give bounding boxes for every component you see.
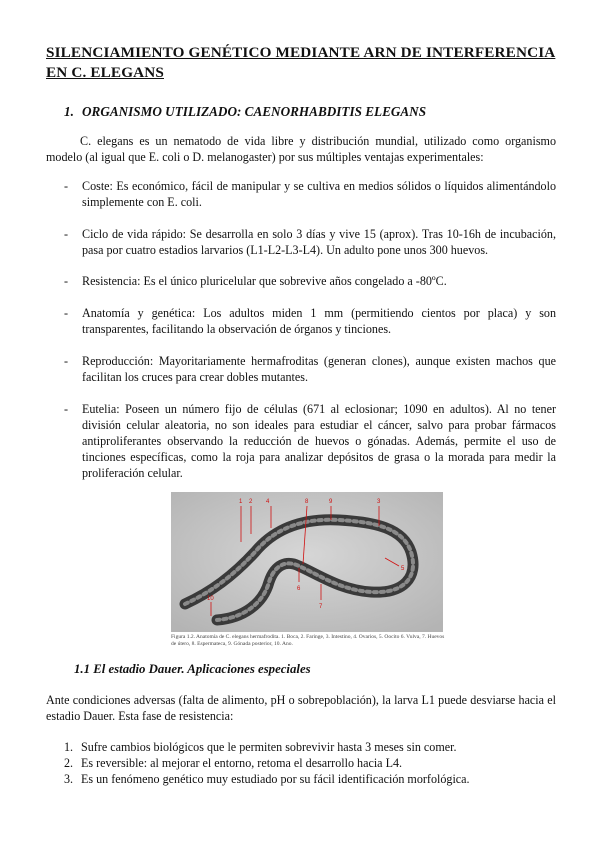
annotation-label: 5 <box>401 566 405 572</box>
bullet-text: Coste: Es económico, fácil de manipular y se cultiva en medios sólidos o líquidos alimentándolo simplemente con E. coli. <box>82 179 556 209</box>
bullet-text: Anatomía y genética: Los adultos miden 1 mm (permitiendo cientos por placa) y son transparentes, facilitando la observación de órganos y tinciones. <box>82 306 556 336</box>
bullet-dash: - <box>64 402 69 416</box>
item-number: 1. <box>64 740 74 754</box>
section-heading <box>64 104 426 120</box>
bullet-text: Ciclo de vida rápido: Se desarrolla en solo 3 días y vive 15 (aprox). Tras 10-16h de incubación, pasa por cuatro estadios larvarios (L1-L2-L3-L4). Un adulto pone unos 300 huevos. <box>82 227 556 257</box>
section-title: ORGANISMO UTILIZADO: CAENORHABDITIS ELEGANS <box>82 104 427 119</box>
annotation-label: 3 <box>377 499 381 505</box>
item-number: 2. <box>64 756 74 770</box>
bullet-text: Resistencia: Es el único pluricelular que sobrevive años congelado a -80ºC. <box>82 274 447 288</box>
figure-caption: Figura 1.2. Anatomía de C. elegans hermafrodita. 1. Boca, 2. Faringe, 3. Intestino, 4. Ovarios, 5. Oocito 6. Vulva, 7. Huevos de útero, 8. Espermateca, 9. Gónada posterior, 10. Ano. <box>171 634 445 647</box>
annotation-label: 2 <box>249 499 253 505</box>
c-elegans-micrograph <box>171 492 443 632</box>
bullet-dash: - <box>64 227 69 241</box>
annotation-label: 6 <box>297 586 301 592</box>
annotation-label: 4 <box>266 499 270 505</box>
document-title: SILENCIAMIENTO GENÉTICO MEDIANTE ARN DE INTERFERENCIA EN C. ELEGANS <box>46 44 556 81</box>
item-text: Sufre cambios biológicos que le permiten sobrevivir hasta 3 meses sin comer. <box>81 740 457 754</box>
worm-illustration <box>171 492 443 632</box>
item-number: 3. <box>64 772 74 786</box>
annotation-label: 1 <box>239 499 243 505</box>
item-text: Es reversible: al mejorar el entorno, retoma el desarrollo hacia L4. <box>81 756 403 770</box>
annotation-label: 8 <box>305 499 309 505</box>
bullet-text: Eutelia: Poseen un número fijo de células (671 al eclosionar; 1090 en adultos). Al no tener división celular aleatoria, no son ideales para estudiar el cáncer, salvo para probar fármacos antiproliferantes observando la reducción de huevos o gónadas. Además, permite el uso de tinciones específicas, como la roja para analizar depósitos de grasa o la morada para medir la proliferación celular. <box>82 402 556 480</box>
micrograph-background <box>171 492 443 632</box>
bullet-dash: - <box>64 354 69 368</box>
item-text: Es un fenómeno genético muy estudiado por su fácil identificación morfológica. <box>81 772 470 786</box>
dauer-paragraph: Ante condiciones adversas (falta de alimento, pH o sobrepoblación), la larva L1 puede desviarse hacia el estadio Dauer. Esta fase de resistencia: <box>46 693 556 723</box>
annotation-label: 9 <box>329 499 333 505</box>
bullet-dash: - <box>64 306 69 320</box>
annotation-label: 7 <box>319 604 323 610</box>
subsection-heading: 1.1 El estadio Dauer. Aplicaciones especiales <box>74 662 311 676</box>
bullet-text: Reproducción: Mayoritariamente hermafroditas (generan clones), aunque existen machos que facilitan los cruces para crear dobles mutantes. <box>82 354 556 384</box>
section-number: 1. <box>64 104 74 119</box>
bullet-dash: - <box>64 274 69 288</box>
annotation-label: 10 <box>207 596 214 602</box>
bullet-dash: - <box>64 179 69 193</box>
intro-paragraph: C. elegans es un nematodo de vida libre y distribución mundial, utilizado como organismo modelo (al igual que E. coli o D. melanogaster) por sus múltiples ventajas experimentales: <box>46 134 556 164</box>
